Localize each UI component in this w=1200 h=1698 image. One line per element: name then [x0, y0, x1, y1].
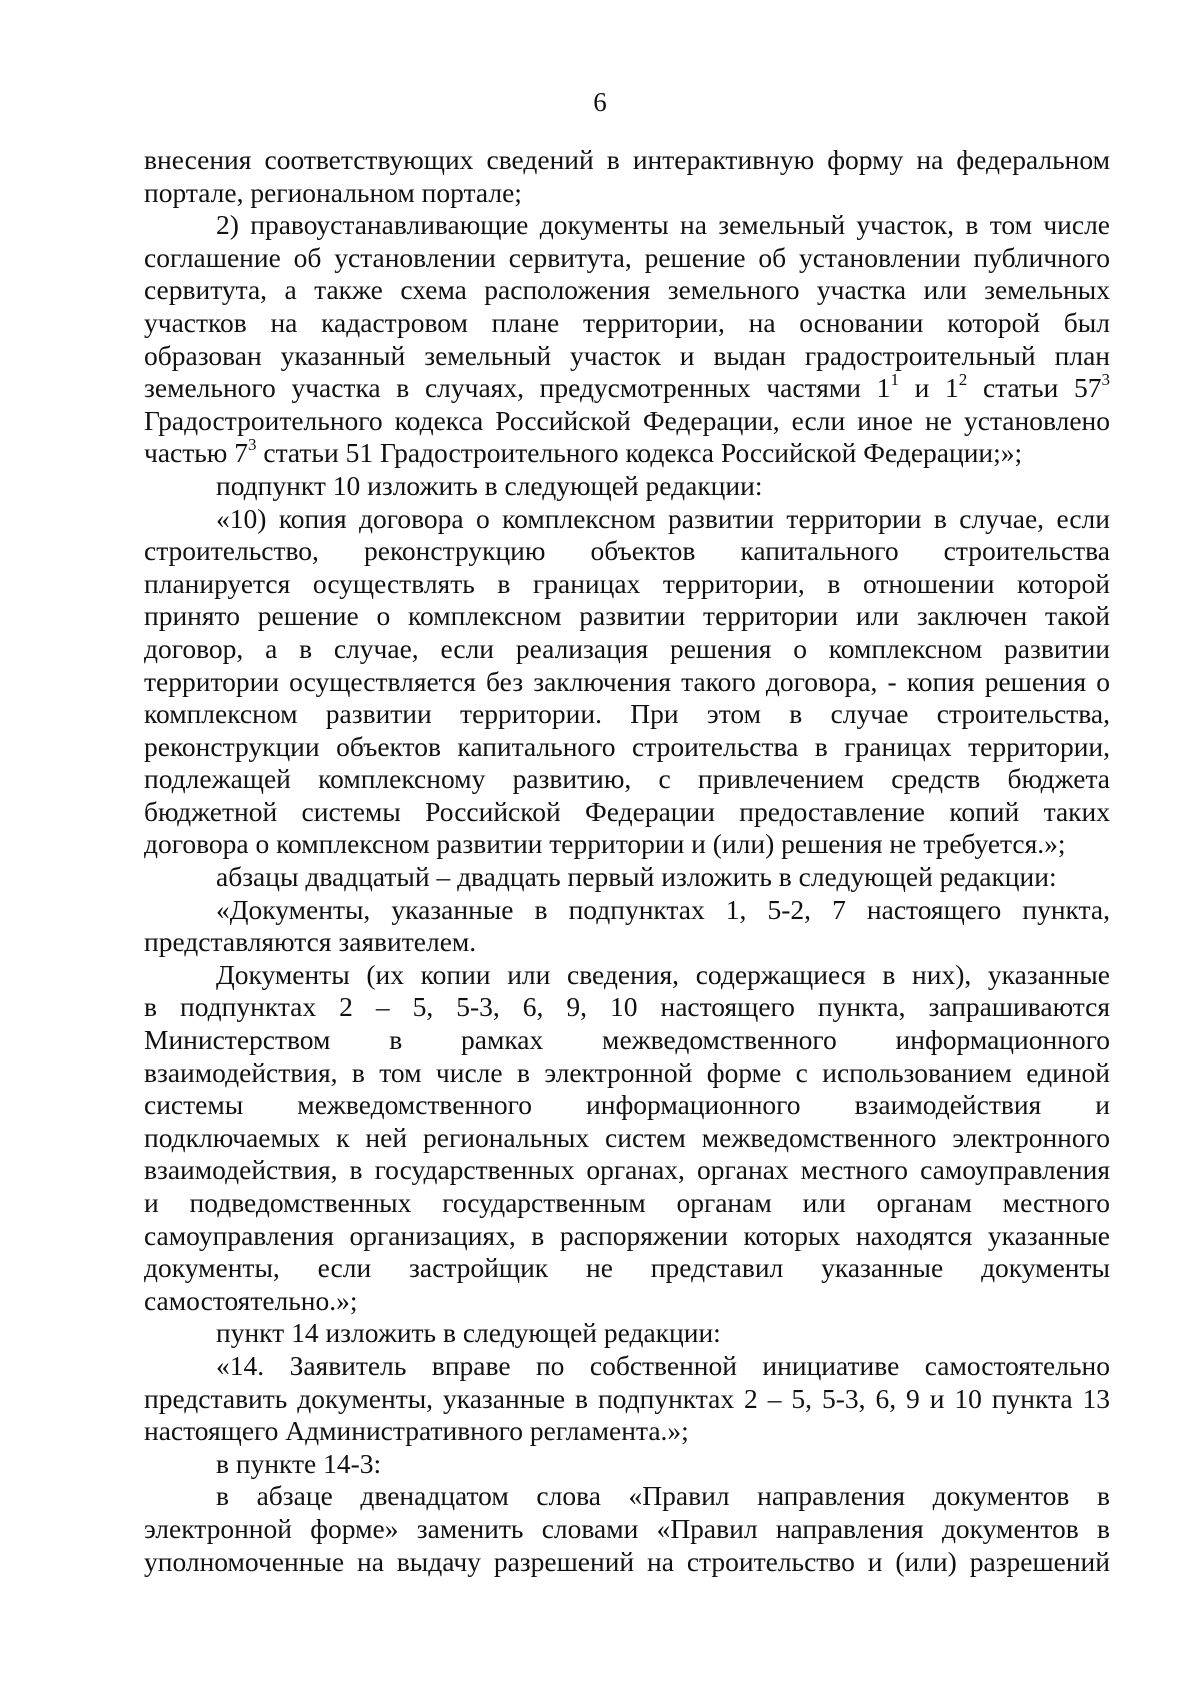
paragraph-item-2 — [144, 209, 1110, 470]
text-line: «Документы, указанные в подпунктах 1, 5-2, 7 настоящего пункта, — [216, 893, 1110, 925]
text-line: договора о комплексном развитии территории и (или) решения не требуется.»; — [144, 828, 1066, 860]
text-line: «10) копия договора о комплексном развитии территории в случае, если — [216, 502, 1110, 534]
text-fragment: земельного участка в случаях, предусмотренных частями 1 — [144, 372, 891, 404]
paragraph-subpoint-10-text — [144, 503, 1110, 862]
paragraph-point-14-text — [144, 1350, 1110, 1448]
text-line: представить документы, указанные в подпунктах 2 – 5, 5-3, 6, 9 и 10 пункта 13 — [144, 1382, 1110, 1414]
text-fragment: статьи 51 Градостроительного кодекса Российской Федерации;»; — [256, 437, 1023, 469]
text-line: в пункте 14-3: — [216, 1447, 382, 1479]
text-line: комплексном развитии территории. При этом в случае строительства, — [144, 698, 1110, 730]
text-line: взаимодействия, в том числе в электронной форме с использованием единой — [144, 1056, 1110, 1088]
text-fragment: частью 7 — [144, 437, 248, 469]
text-line: настоящего Административного регламента.»; — [144, 1415, 689, 1447]
text-line: подпункт 10 изложить в следующей редакции: — [216, 469, 763, 501]
text-line: в абзаце двенадцатом слова «Правил направления документов в — [216, 1480, 1110, 1512]
text-line: системы межведомственного информационного взаимодействия и — [144, 1089, 1110, 1121]
text-line: пункт 14 изложить в следующей редакции: — [216, 1317, 721, 1349]
text-line: соглашение об установлении сервитута, решение об установлении публичного — [144, 241, 1110, 273]
text-line: в подпунктах 2 – 5, 5-3, 6, 9, 10 настоящего пункта, запрашиваются — [144, 991, 1110, 1023]
text-line: представляются заявителем. — [144, 926, 477, 958]
text-line: портале, региональном портале; — [144, 176, 522, 208]
superscript: 3 — [1101, 370, 1110, 389]
page-number: 6 — [593, 87, 607, 117]
text-line: подключаемых к ней региональных систем межведомственного электронного — [144, 1121, 1110, 1153]
text-line: «14. Заявитель вправе по собственной инициативе самостоятельно — [216, 1349, 1110, 1381]
paragraph-abzacy-intro — [144, 861, 1110, 894]
paragraph-continuation — [144, 144, 1110, 209]
paragraph-subpoint-10-intro — [144, 470, 1110, 503]
superscript: 1 — [890, 370, 899, 389]
text-line: бюджетной системы Российской Федерации предоставление копий таких — [144, 795, 1110, 827]
text-line: самостоятельно.»; — [144, 1284, 358, 1316]
text-line: абзацы двадцатый – двадцать первый изложить в следующей редакции: — [216, 861, 1057, 893]
text-line: участков на кадастровом плане территории, на основании которой был — [144, 306, 1110, 338]
superscript: 2 — [958, 370, 968, 389]
text-fragment: и 1 — [898, 372, 959, 404]
paragraph-point-14-intro — [144, 1317, 1110, 1350]
text-line: и подведомственных государственным органам или органам местного — [144, 1187, 1110, 1218]
text-line: внесения соответствующих сведений в интерактивную форму на федеральном — [144, 144, 1110, 175]
text-line: сервитута, а также схема расположения земельного участка или земельных — [144, 274, 1110, 306]
text-line: подлежащей комплексному развитию, с привлечением средств бюджета — [144, 763, 1110, 795]
paragraph-documents-applicant — [144, 894, 1110, 959]
document-body — [144, 144, 1110, 1578]
text-line: уполномоченные на выдачу разрешений на строительство и (или) разрешений — [144, 1545, 1110, 1577]
text-line: 2) правоустанавливающие документы на земельный участок, в том числе — [216, 209, 1110, 241]
text-line: образован указанный земельный участок и выдан градостроительный план — [144, 339, 1110, 371]
text-line-with-superscript — [144, 437, 1110, 470]
text-line: строительство, реконструкцию объектов капитального строительства — [144, 535, 1110, 567]
text-line: реконструкции объектов капитального строительства в границах территории, — [144, 730, 1110, 762]
paragraph-point-14-3-intro — [144, 1448, 1110, 1481]
paragraph-point-14-3-text — [144, 1480, 1110, 1578]
text-fragment: статьи 57 — [967, 372, 1102, 404]
text-line: электронной форме» заменить словами «Правил направления документов в — [144, 1512, 1110, 1544]
superscript: 3 — [247, 435, 257, 455]
text-line: документы, если застройщик не представил указанные документы — [144, 1252, 1110, 1284]
text-line: территории осуществляется без заключения такого договора, - копия решения о — [144, 665, 1110, 697]
text-line: взаимодействия, в государственных органах, органах местного самоуправления — [144, 1154, 1110, 1186]
text-line: Министерством в рамках межведомственного информационного — [144, 1024, 1110, 1056]
text-line: Документы (их копии или сведения, содержащиеся в них), указанные — [216, 958, 1110, 990]
text-line: самоуправления организациях, в распоряжении которых находятся указанные — [144, 1219, 1110, 1251]
text-line: договор, а в случае, если реализация решения о комплексном развитии — [144, 632, 1110, 664]
text-line: Градостроительного кодекса Российской Федерации, если иное не установлено — [144, 404, 1110, 436]
text-line: принято решение о комплексном развитии территории или заключен такой — [144, 600, 1110, 632]
text-line-with-superscripts — [144, 372, 1110, 405]
text-line: планируется осуществлять в границах территории, в отношении которой — [144, 567, 1110, 599]
paragraph-documents-requested — [144, 959, 1110, 1318]
